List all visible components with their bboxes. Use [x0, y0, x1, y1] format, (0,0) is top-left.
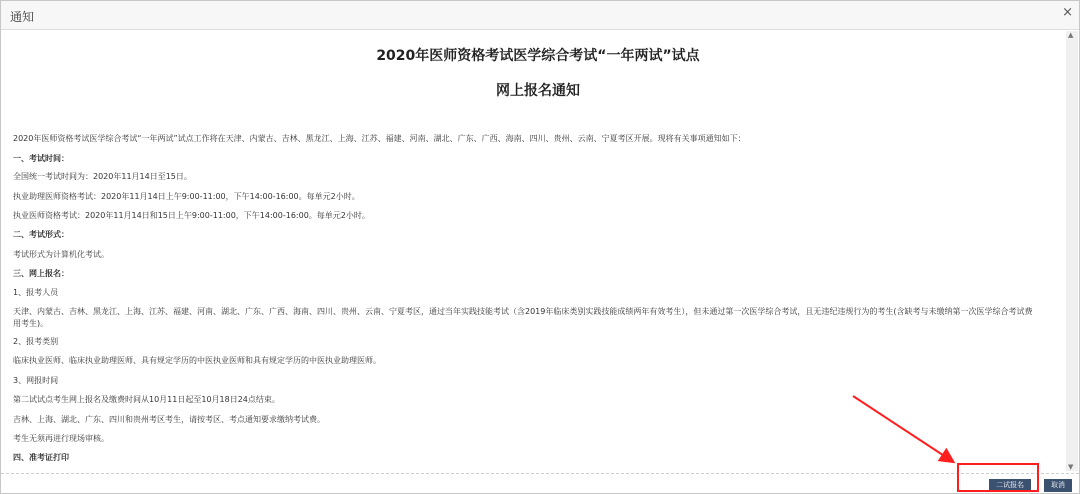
section2-line1: 考试形式为计算机化考试。 — [13, 250, 109, 259]
section3-item3-line2: 吉林、上海、湖北、广东、四川和贵州考区考生，请按考区、考点通知要求缴纳考试费。 — [13, 415, 325, 424]
section1-line1: 全国统一考试时间为：2020年11月14日至15日。 — [13, 172, 192, 181]
scroll-down-icon[interactable]: ▼ — [1068, 463, 1074, 471]
section1-line2: 执业助理医师资格考试：2020年11月14日上午9:00-11:00，下午14:00-16:00。每单元2小时。 — [13, 192, 360, 201]
dialog-title: 通知 — [10, 10, 35, 24]
intro-paragraph: 2020年医师资格考试医学综合考试“一年两试”试点工作将在天津、内蒙古、吉林、黑龙江、上海、江苏、福建、河南、湖北、广东、广西、海南、四川、贵州、云南、宁夏考区开展。现将有关事项通知如下： — [13, 134, 746, 143]
section4-title: 四、准考证打印 — [13, 453, 69, 462]
section3-title: 三、网上报名： — [13, 269, 69, 278]
notice-heading-main: 2020年医师资格考试医学综合考试“一年两试”试点 — [376, 48, 700, 64]
close-icon[interactable]: × — [1062, 5, 1073, 20]
section3-item2-text: 临床执业医师、临床执业助理医师、具有规定学历的中医执业医师和具有规定学历的中医执业助理医师。 — [13, 356, 381, 365]
cancel-button[interactable]: 取消 — [1044, 479, 1072, 492]
section3-item1-title: 1、报考人员 — [13, 288, 59, 297]
notice-heading-sub: 网上报名通知 — [496, 83, 580, 99]
second-exam-register-button[interactable]: 二试报名 — [989, 479, 1031, 492]
section1-title: 一、考试时间： — [13, 154, 69, 163]
section2-title: 二、考试形式： — [13, 230, 69, 239]
scroll-up-icon[interactable]: ▲ — [1068, 31, 1074, 39]
section3-item2-title: 2、报考类别 — [13, 337, 59, 346]
section3-item3-line1: 第二试试点考生网上报名及缴费时间从10月11日起至10月18日24点结束。 — [13, 395, 280, 404]
section1-line3: 执业医师资格考试：2020年11月14日和15日上午9:00-11:00，下午14:00-16:00。每单元2小时。 — [13, 211, 370, 220]
section3-item3-line3: 考生无须再进行现场审核。 — [13, 434, 109, 443]
section3-item3-title: 3、网报时间 — [13, 376, 59, 385]
section3-item1-text: 天津、内蒙古、吉林、黑龙江、上海、江苏、福建、河南、湖北、广东、广西、海南、四川、贵州、云南、宁夏考区，通过当年实践技能考试（含2019年临床类别实践技能成绩两年有效考生），但未通过第一次医学综合考试，且无违纪违规行为的考生(含缺考与未缴纳第一次医学综合考试费用考生)。 — [13, 307, 1033, 328]
